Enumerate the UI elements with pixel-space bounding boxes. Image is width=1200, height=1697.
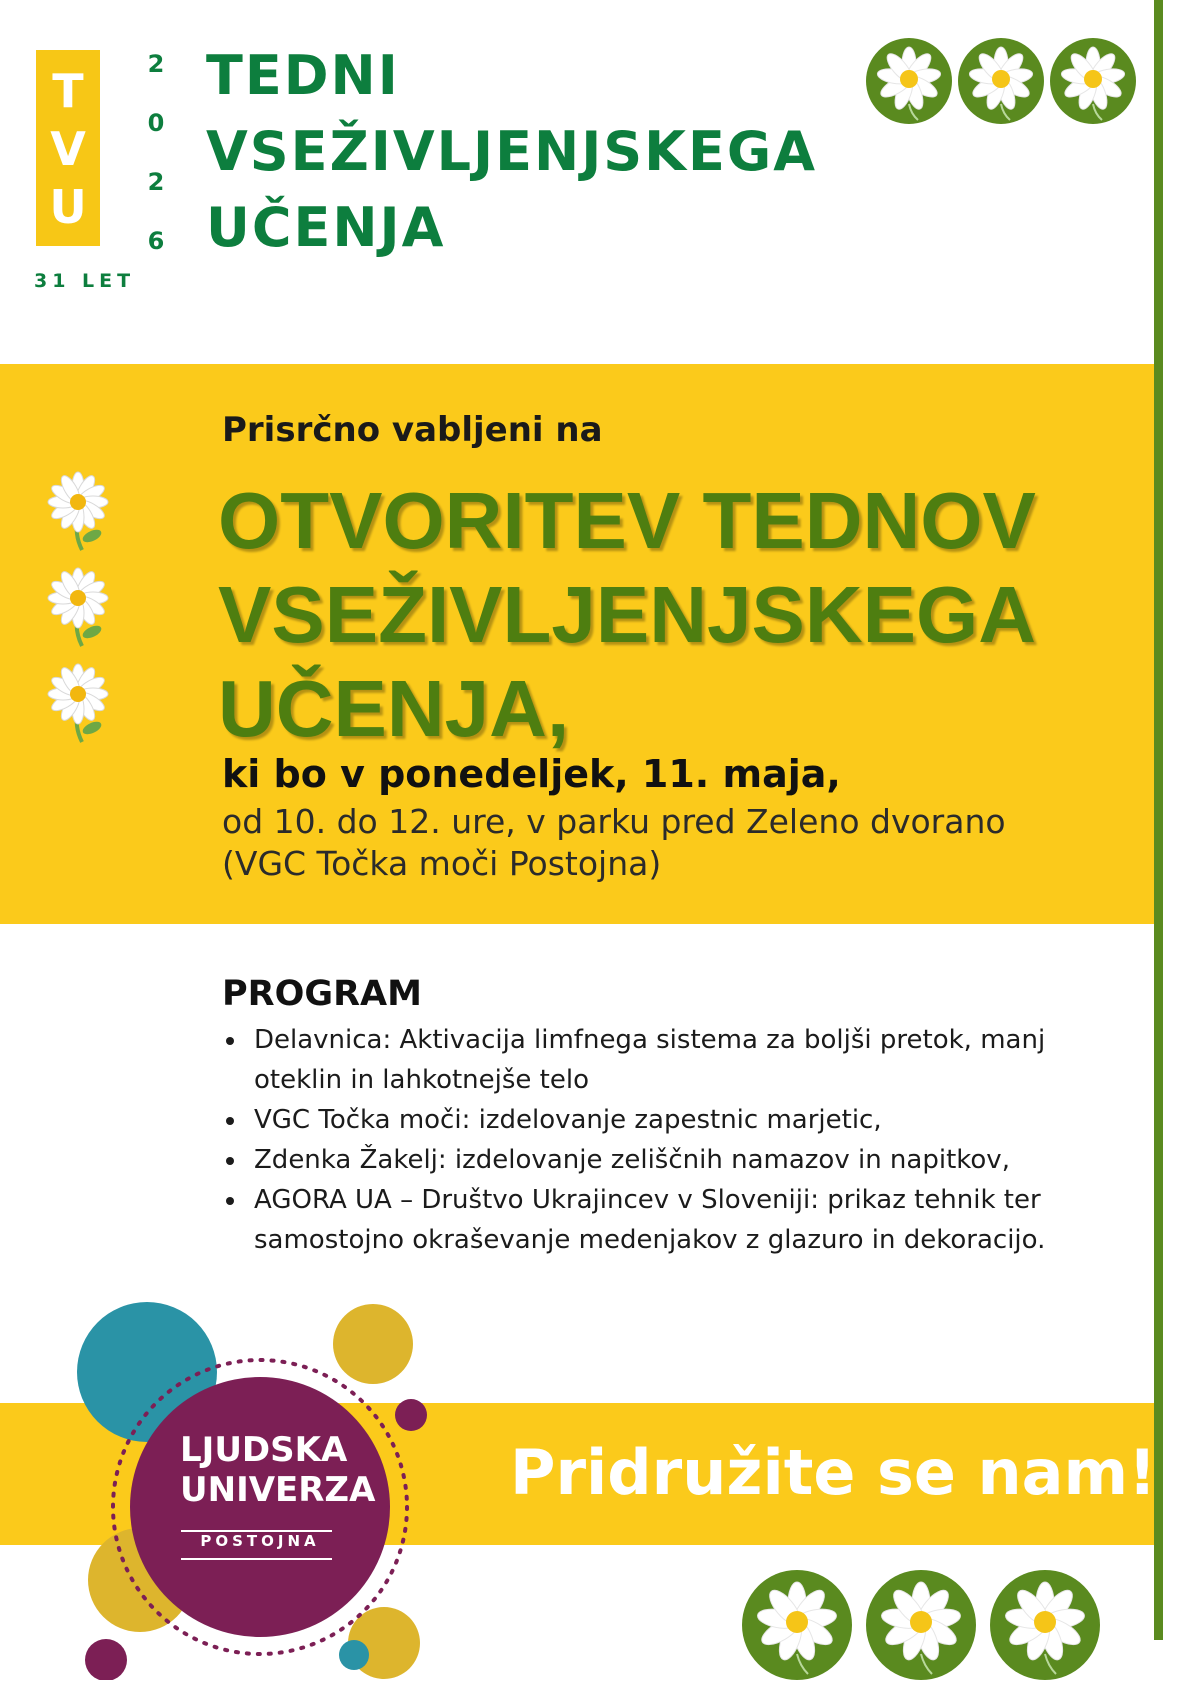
logo-line: LJUDSKA (180, 1430, 348, 1470)
event-headline-line: VSEŽIVLJENJSKEGA (218, 570, 1037, 659)
tvu-badge (36, 50, 100, 246)
year-digit: 0 (147, 109, 165, 137)
program-item (222, 1020, 1092, 1100)
daisy-icon (38, 660, 122, 744)
program-item-line: samostojno okraševanje medenjakov z glazuro in dekoracijo. (254, 1225, 1046, 1255)
event-headline-line: OTVORITEV TEDNOV (218, 476, 1036, 565)
daisy-icon (38, 468, 122, 552)
program-item (222, 1180, 1092, 1260)
year-digit: 2 (147, 50, 165, 78)
year-digit: 6 (147, 227, 165, 255)
years-label: 31 LET (34, 270, 136, 292)
program-item (222, 1100, 1092, 1140)
daisy-circle-icon (990, 1570, 1100, 1680)
vertical-divider (1154, 0, 1163, 1640)
program-list (222, 1020, 1092, 1260)
daisy-circle-icon (1050, 38, 1136, 124)
daisy-circle-icon (866, 38, 952, 124)
badge-letter: T (52, 64, 84, 118)
year-digit: 2 (147, 168, 165, 196)
program-item-line: Zdenka Žakelj: izdelovanje zeliščnih namazov in napitkov, (254, 1145, 1010, 1175)
event-date: ki bo v ponedeljek, 11. maja, (222, 752, 841, 796)
program-item-line: Delavnica: Aktivacija limfnega sistema za boljši pretok, manj (254, 1025, 1046, 1055)
invitation-intro: Prisrčno vabljeni na (222, 410, 603, 450)
program-item-line: VGC Točka moči: izdelovanje zapestnic marjetic, (254, 1105, 882, 1135)
daisy-circle-icon (866, 1570, 976, 1680)
daisy-circle-icon (742, 1570, 852, 1680)
daisy-circle-icon (958, 38, 1044, 124)
event-location-line: od 10. do 12. ure, v parku pred Zeleno dvorano (222, 802, 1006, 841)
page-title-line: UČENJA (206, 196, 446, 259)
logo-line: UNIVERZA (180, 1470, 376, 1510)
badge-letter: V (50, 122, 86, 176)
event-headline-line: UČENJA, (218, 664, 570, 753)
page-title-line: TEDNI (206, 44, 400, 107)
program-item-line: AGORA UA – Društvo Ukrajincev v Sloveniji: prikaz tehnik ter (254, 1185, 1041, 1215)
page-title-line: VSEŽIVLJENJSKEGA (206, 120, 818, 183)
program-item-line: oteklin in lahkotnejše telo (254, 1065, 590, 1095)
logo-text (180, 1430, 376, 1510)
cta-text: Pridružite se nam! (510, 1436, 1157, 1509)
badge-letter: U (49, 180, 87, 234)
daisy-icon (38, 564, 122, 648)
program-item (222, 1140, 1092, 1180)
event-location-line: (VGC Točka moči Postojna) (222, 844, 662, 883)
program-title: PROGRAM (222, 974, 422, 1014)
logo-subtitle: POSTOJNA (200, 1532, 320, 1550)
